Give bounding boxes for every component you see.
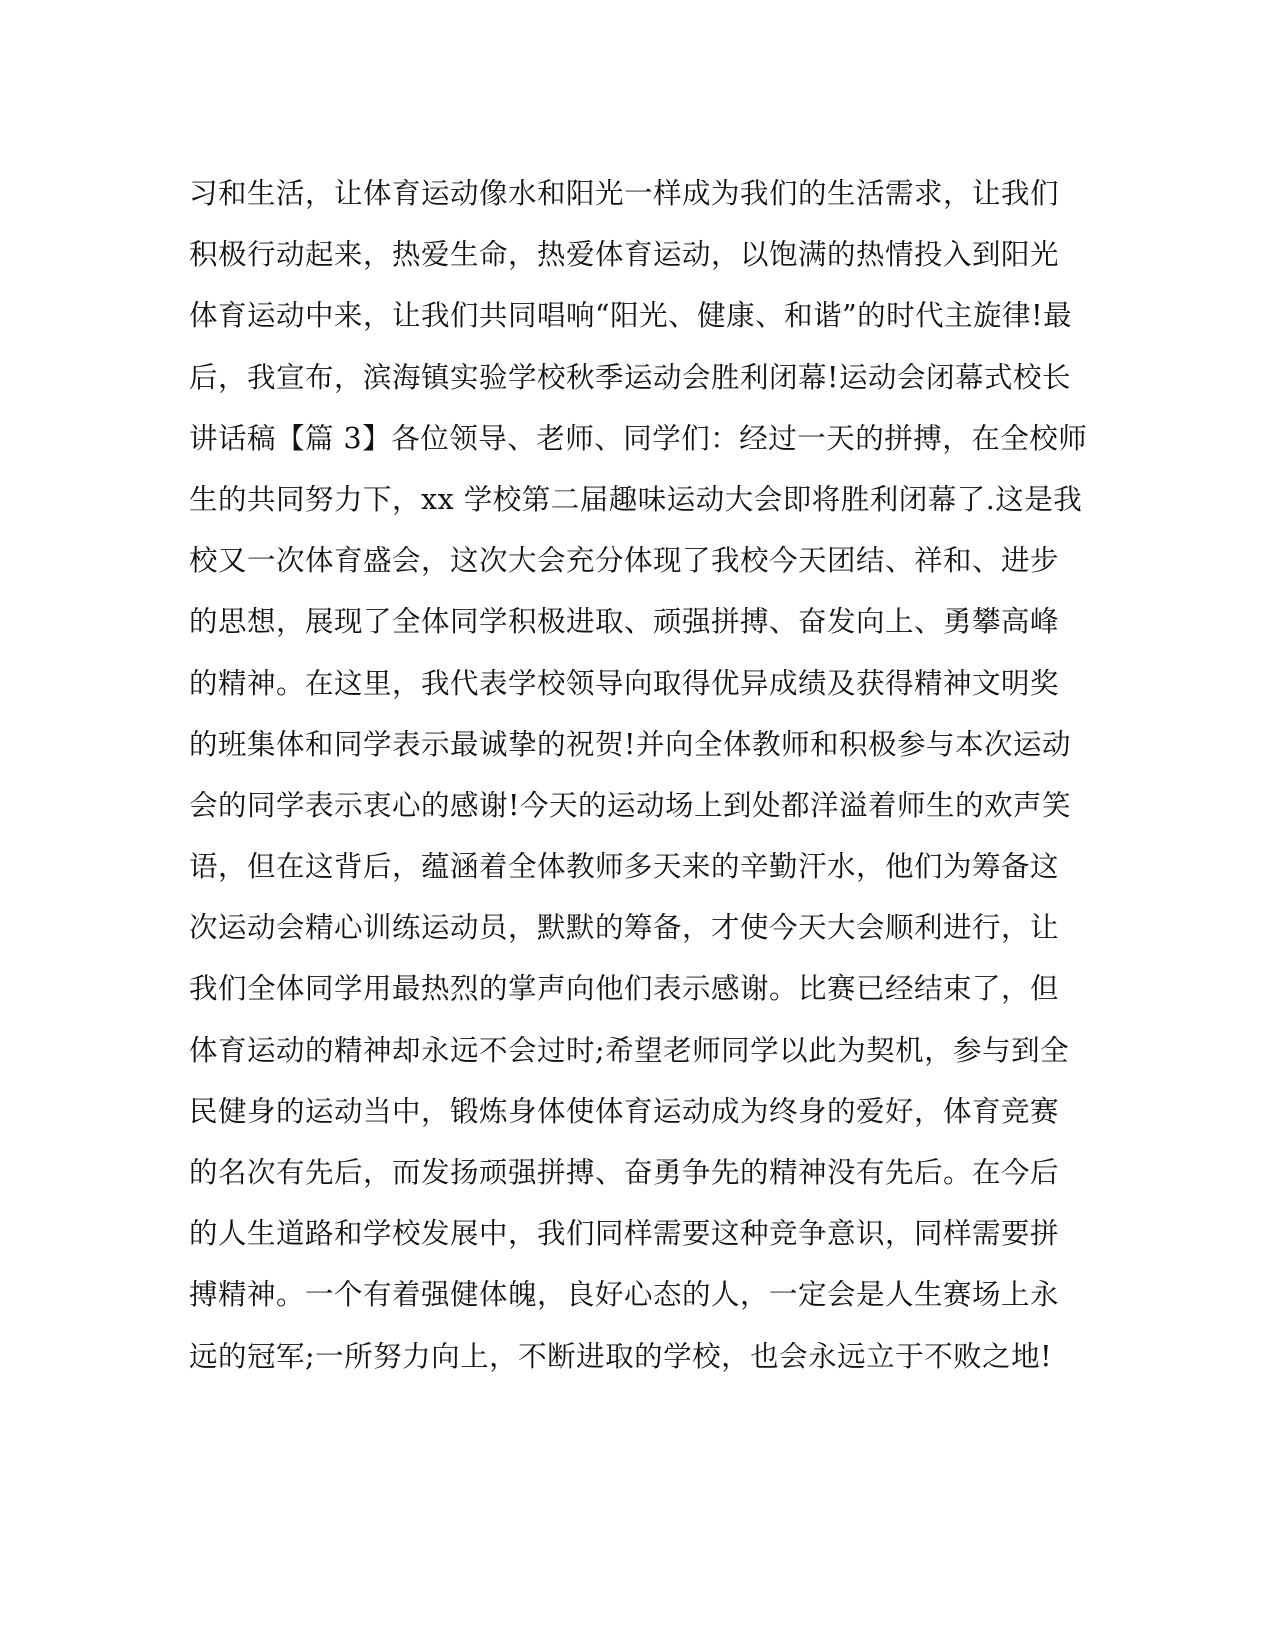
text-line: 体育运动的精神却永远不会过时;希望老师同学以此为契机，参与到全: [189, 1033, 1070, 1067]
text-line: 搏精神。一个有着强健体魄，良好心态的人，一定会是人生赛场上永: [189, 1278, 1060, 1312]
text-line: 语，但在这背后，蕴涵着全体教师多天来的辛勤汗水，他们为筹备这: [189, 850, 1060, 884]
text-line: 校又一次体育盛会，这次大会充分体现了我校今天团结、祥和、进步: [189, 544, 1060, 578]
text-line: 的班集体和同学表示最诚挚的祝贺!并向全体教师和积极参与本次运动: [189, 727, 1071, 761]
body-text: [189, 163, 1089, 1387]
text-line: 远的冠军;一所努力向上，不断进取的学校，也会永远立于不败之地!: [189, 1339, 1053, 1373]
text-line: 后，我宣布，滨海镇实验学校秋季运动会胜利闭幕!运动会闭幕式校长: [189, 360, 1071, 394]
text-line: 讲话稿【篇 3】各位领导、老师、同学们：经过一天的拼搏，在全校师: [189, 421, 1088, 455]
text-line: 的精神。在这里，我代表学校领导向取得优异成绩及获得精神文明奖: [189, 666, 1060, 700]
text-line: 会的同学表示衷心的感谢!今天的运动场上到处都洋溢着师生的欢声笑: [189, 788, 1071, 822]
text-line: 次运动会精心训练运动员，默默的筹备，才使今天大会顺利进行，让: [189, 911, 1060, 945]
text-line: 民健身的运动当中，锻炼身体使体育运动成为终身的爱好，体育竞赛: [189, 1094, 1060, 1128]
text-line: 生的共同努力下，xx 学校第二届趣味运动大会即将胜利闭幕了.这是我: [189, 482, 1083, 516]
text-line: 的思想，展现了全体同学积极进取、顽强拼搏、奋发向上、勇攀高峰: [189, 605, 1060, 639]
text-line: 体育运动中来，让我们共同唱响“阳光、健康、和谐”的时代主旋律!最: [189, 299, 1073, 333]
text-line: 的名次有先后，而发扬顽强拼搏、奋勇争先的精神没有先后。在今后: [189, 1156, 1060, 1189]
text-line: 积极行动起来，热爱生命，热爱体育运动，以饱满的热情投入到阳光: [189, 238, 1060, 272]
text-line: 的人生道路和学校发展中，我们同样需要这种竞争意识，同样需要拼: [189, 1217, 1060, 1251]
text-line: 习和生活，让体育运动像水和阳光一样成为我们的生活需求，让我们: [189, 177, 1060, 210]
text-line: 我们全体同学用最热烈的掌声向他们表示感谢。比赛已经结束了，但: [189, 972, 1060, 1006]
